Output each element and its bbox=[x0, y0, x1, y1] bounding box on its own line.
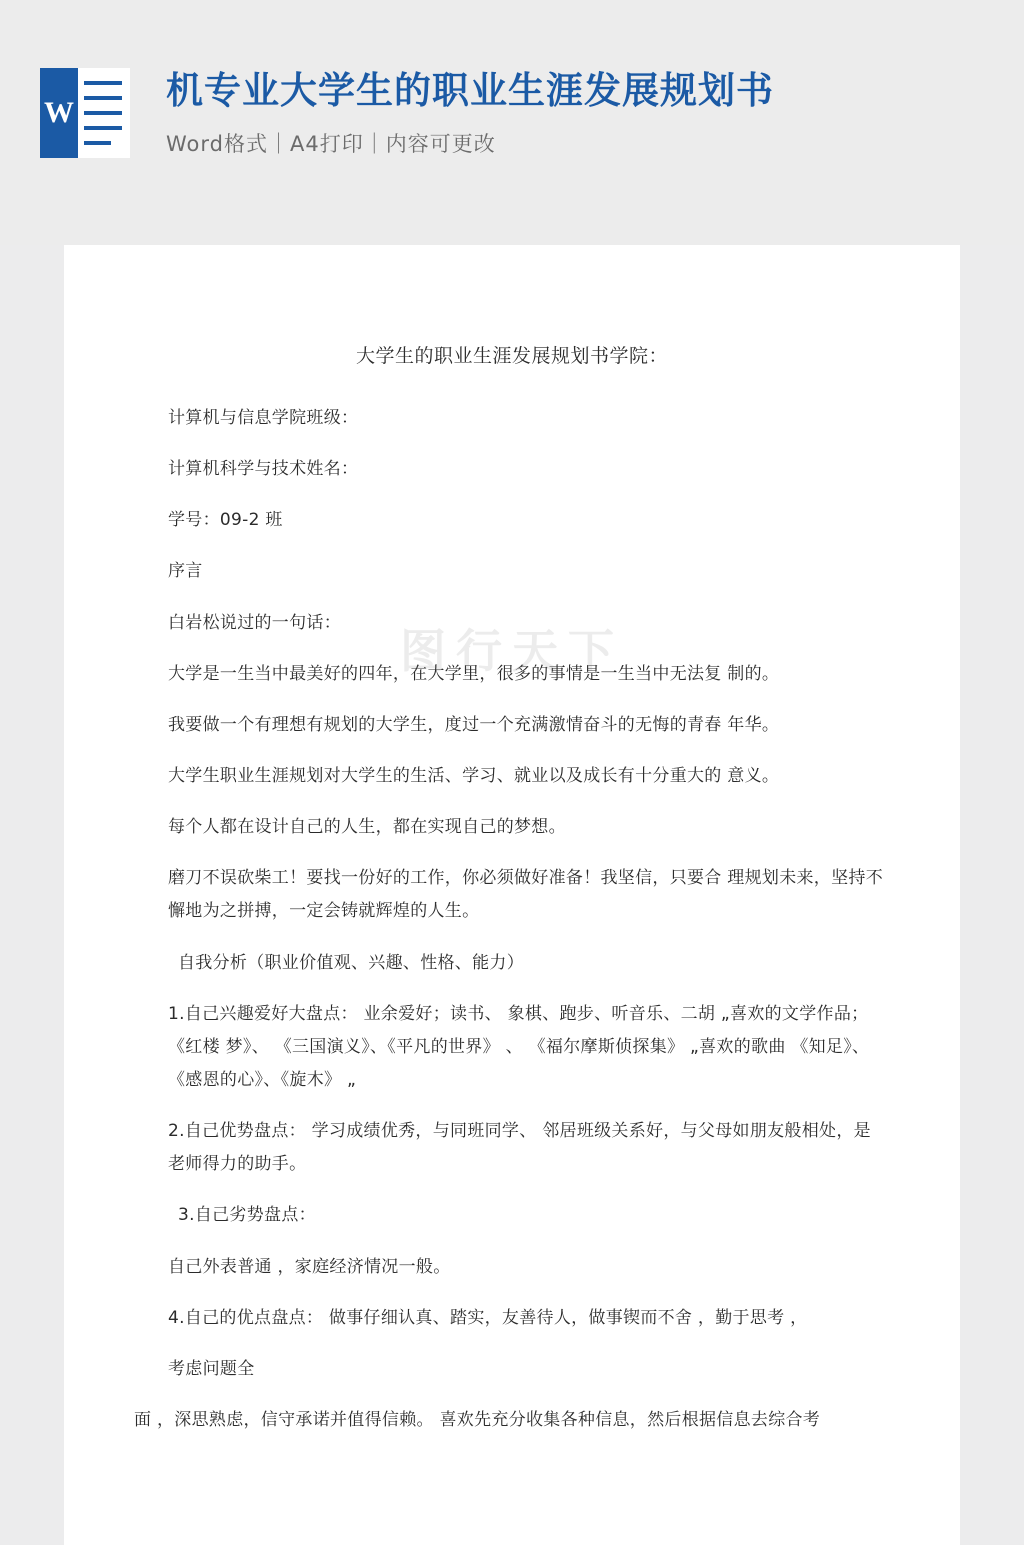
paragraph: 白岩松说过的一句话： bbox=[168, 612, 341, 633]
paragraph: 计算机科学与技术姓名： bbox=[168, 459, 359, 480]
paragraph: 学号：09-2 班 bbox=[168, 510, 283, 531]
paragraph: 计算机与信息学院班级： bbox=[168, 408, 359, 428]
banner-title: 机专业大学生的职业生涯发展规划书 bbox=[166, 69, 774, 112]
paragraph: 序言 bbox=[168, 561, 203, 582]
paragraph: 每个人都在设计自己的人生，都在实现自己的梦想。 bbox=[168, 817, 566, 838]
paragraph: 1.自己兴趣爱好大盘点： 业余爱好；读书、 象棋、跑步、听音乐、二胡 „喜欢的文学作品；《红楼 梦》、 《三国演义》、《平凡的世界》 、 《福尔摩斯侦探集》 „喜欢的歌曲 《知足》、 《感恩的心》、《旋木》 „ bbox=[168, 1003, 870, 1090]
banner-subtitle: Word格式｜A4打印｜内容可更改 bbox=[166, 132, 496, 157]
paragraph: 我要做一个有理想有规划的大学生，度过一个充满激情奋斗的无悔的青春 年华。 bbox=[168, 714, 780, 735]
banner-text-block bbox=[160, 68, 1024, 158]
paragraph: 大学是一生当中最美好的四年，在大学里，很多的事情是一生当中无法复 制的。 bbox=[168, 663, 780, 684]
paragraph: 自我分析（职业价值观、兴趣、性格、能力） bbox=[178, 952, 524, 973]
logo-line bbox=[84, 96, 122, 100]
logo-line bbox=[84, 141, 111, 145]
word-logo-letter: W bbox=[40, 68, 78, 158]
paragraph: 4.自己的优点盘点： 做事仔细认真、踏实，友善待人，做事锲而不舍 ，勤于思考 ， bbox=[168, 1307, 808, 1328]
paragraph: 大学生职业生涯规划对大学生的生活、学习、就业以及成长有十分重大的 意义。 bbox=[168, 765, 780, 786]
paragraph: 考虑问题全 bbox=[168, 1358, 255, 1379]
logo-line bbox=[84, 126, 122, 130]
logo-line bbox=[84, 81, 122, 85]
document-page bbox=[64, 245, 960, 1545]
paragraph: 2.自己优势盘点： 学习成绩优秀，与同班同学、 邻居班级关系好，与父母如朋友般相处，是 老师得力的助手。 bbox=[168, 1121, 871, 1175]
paragraph: 自己外表普通 ，家庭经济情况一般。 bbox=[168, 1256, 451, 1277]
word-logo-lines bbox=[78, 68, 130, 158]
logo-container bbox=[0, 68, 160, 158]
document-title: 大学生的职业生涯发展规划书学院： bbox=[355, 345, 668, 367]
word-document-icon bbox=[40, 68, 130, 158]
paragraph: 磨刀不误砍柴工！要找一份好的工作，你必须做好准备！我坚信，只要合 理规划未来，坚持不懈地为之拼搏，一定会铸就辉煌的人生。 bbox=[168, 868, 884, 922]
logo-line bbox=[84, 111, 122, 115]
watermark-text: 图行天下 bbox=[400, 624, 624, 678]
paragraph: 面 ，深思熟虑，信守承诺并值得信赖。 喜欢先充分收集各种信息，然后根据信息去综合考 bbox=[134, 1409, 821, 1430]
header-banner bbox=[0, 0, 1024, 245]
paragraph: 3.自己劣势盘点： bbox=[178, 1205, 316, 1226]
